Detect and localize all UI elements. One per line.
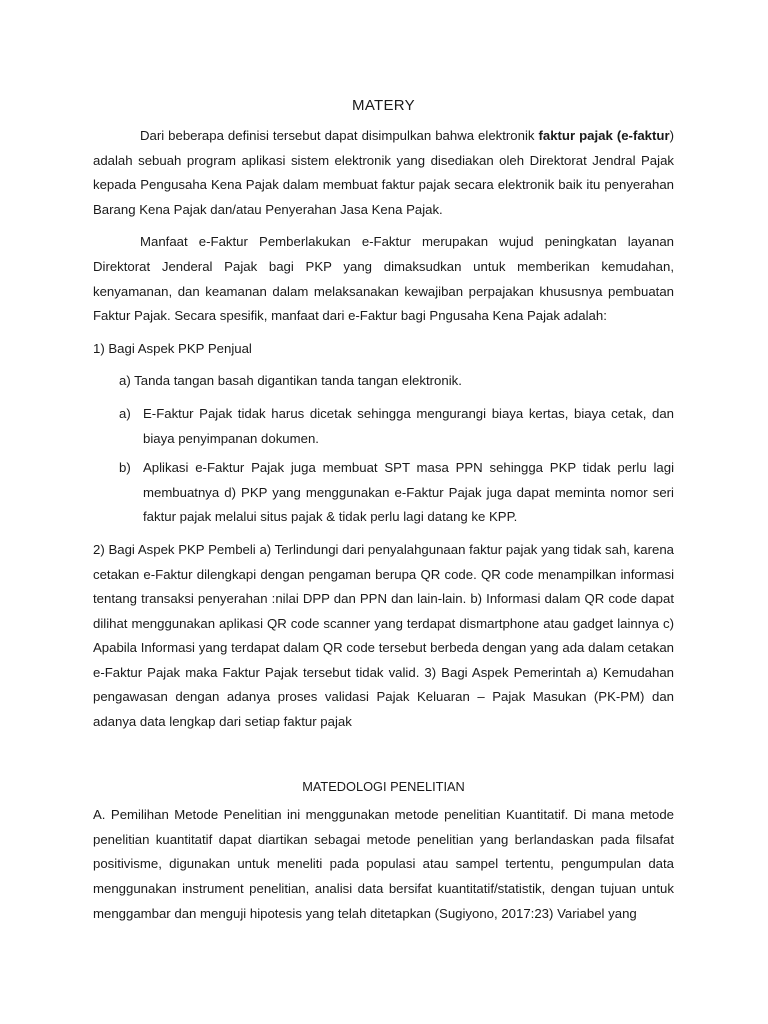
list-item bbox=[93, 402, 674, 451]
document-body bbox=[93, 94, 674, 926]
paragraph-text: Dari beberapa definisi tersebut dapat disimpulkan bahwa elektronik bbox=[140, 128, 539, 143]
paragraph-manfaat: Manfaat e-Faktur Pemberlakukan e-Faktur merupakan wujud peningkatan layanan Direktorat Jenderal Pajak bagi PKP yang dimaksudkan untuk memberikan kemudahan, kenyamanan, dan keamanan dalam melaksanakan kewajiban perpajakan khususnya pembuatan Faktur Pajak. Secara spesifik, manfaat dari e-Faktur bagi Pngusaha Kena Pajak adalah: bbox=[93, 234, 674, 324]
list-marker: b) bbox=[119, 460, 131, 476]
paragraph-efaktur-definition bbox=[93, 124, 674, 222]
list-item-text: Aplikasi e-Faktur Pajak juga membuat SPT masa PPN sehingga PKP tidak perlu lagi membuatnya d) PKP yang menggunakan e-Faktur Pajak juga dapat meminta nomor seri faktur pajak melalui situs pajak & tidak perlu lagi datang ke KPP. bbox=[143, 460, 674, 525]
document-title: MATERY bbox=[352, 97, 415, 114]
paragraph-metode-penelitian: A. Pemilihan Metode Penelitian ini menggunakan metode penelitian Kuantitatif. Di mana metode penelitian kuantitatif dapat diartikan sebagai metode penelitian yang berlandaskan pada filsafat positivisme, digunakan untuk meneliti pada populasi atau sampel tertentu, pengumpulan data menggunakan instrument penelitian, analisi data bersifat kuantitatif/statistik, dengan tujuan untuk menggambar dan menguji hipotesis yang telah ditetapkan (Sugiyono, 2017:23) Variabel yang bbox=[93, 807, 674, 921]
paragraph-aspek-pembeli: 2) Bagi Aspek PKP Pembeli a) Terlindungi dari penyalahgunaan faktur pajak yang tidak sah, karena cetakan e-Faktur dilengkapi dengan pengaman berupa QR code. QR code menampilkan informasi tentang transaksi penyerahan :nilai DPP dan PPN dan lain-lain. b) Informasi dalam QR code dapat dilihat menggunakan aplikasi QR code scanner yang terdapat dismartphone atau gadget lainnya c) Apabila Informasi yang terdapat dalam QR code tersebut berbeda dengan yang ada dalam cetakan e-Faktur Pajak maka Faktur Pajak tersebut tidak valid. 3) Bagi Aspek Pemerintah a) Kemudahan pengawasan dengan adanya proses validasi Pajak Keluaran – Pajak Masukan (PK-PM) dan adanya data lengkap dari setiap faktur pajak bbox=[93, 541, 674, 730]
section-title-metodologi: MATEDOLOGI PENELITIAN bbox=[302, 778, 465, 794]
bold-term: faktur pajak (e-faktur bbox=[538, 128, 670, 143]
list-item-aspek-penjual: 1) Bagi Aspek PKP Penjual bbox=[93, 340, 252, 356]
list-subitem-tanda-tangan: a) Tanda tangan basah digantikan tanda tangan elektronik. bbox=[119, 373, 462, 389]
list-item-text: E-Faktur Pajak tidak harus dicetak sehingga mengurangi biaya kertas, biaya cetak, dan biaya penyimpanan dokumen. bbox=[143, 405, 674, 446]
list-marker: a) bbox=[119, 405, 131, 421]
list-item bbox=[93, 456, 674, 530]
paragraph-text: ) adalah sebuah program aplikasi sistem elektronik yang disediakan oleh Direktorat Jendral Pajak kepada Pengusaha Kena Pajak dalam membuat faktur pajak secara elektronik baik itu penyerahan Barang Kena Pajak dan/atau Penyerahan Jasa Kena Pajak. bbox=[93, 128, 674, 217]
